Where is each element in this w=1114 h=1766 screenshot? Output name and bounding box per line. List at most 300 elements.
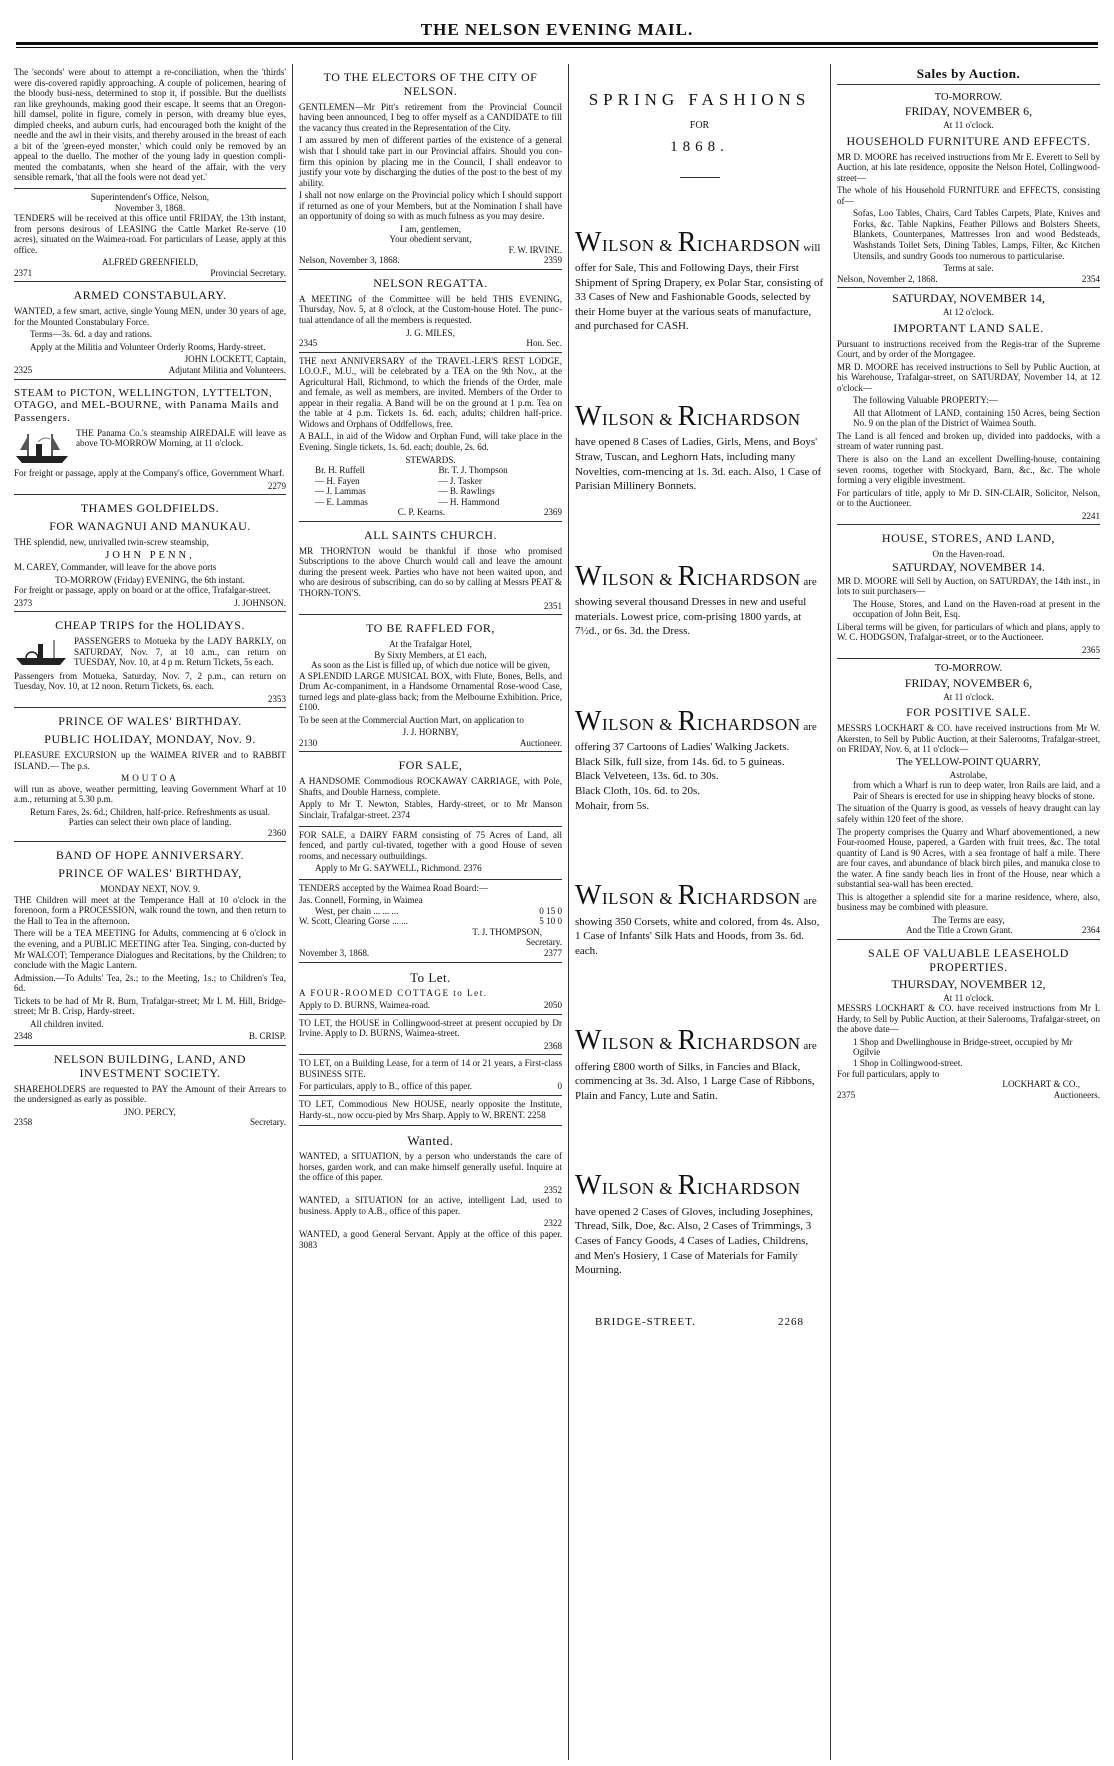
forsale-body: A HANDSOME Commodious ROCKAWAY CARRIAGE, with Pole, Shafts, and Double Harness, complete. [299, 776, 562, 797]
thames-signature: J. JOHNSON. [234, 597, 286, 608]
firm-initial: W [575, 1170, 602, 1202]
lodge-body-2: A BALL, in aid of the Widow and Orphan Fund, will take place in the Evening. Single tickets, 1s. 6d. each; double, 2s. 6d. [299, 431, 562, 453]
tenders-row [299, 916, 562, 927]
wanted-heading: Wanted. [407, 1133, 454, 1149]
auction-when: TO-MORROW. [934, 92, 1003, 104]
tolet-house-ad [299, 1015, 562, 1056]
wr-ad-1-text: will offer for Sale, This and Following Days, their First Shipment of Spring Drapery, ex Polar Star, consisting of 33 Cases of New and Fashionable Goods, selected by their Home buyer at the various seats of manufacture, and purchased for CASH. [575, 241, 824, 333]
wanted-2: WANTED, a SITUATION for an active, intelligent Lad, used to business. Apply to A.B., office of this paper. [299, 1195, 562, 1216]
ad-number: 0 [557, 1081, 562, 1092]
tenders-item: West, per chain ... ... ... [315, 905, 399, 916]
divider [680, 177, 720, 178]
firm-initial: R [677, 401, 697, 433]
masthead-rule [16, 42, 1098, 45]
auction-leasehold [837, 940, 1100, 1103]
auction-time: At 11 o'clock. [943, 992, 994, 1003]
electors-body-2: I am assured by men of different parties of the existence of a general wish that I should take part in our Provincial affairs. Should you con-firm this opinion by placing me in the Council, I shall endeavor to justify your vote by discharging the duties of the post to the best of my ability. [299, 135, 562, 188]
all-saints-ad [299, 522, 562, 615]
armed-footer [14, 365, 286, 376]
dairy-body: FOR SALE, a DAIRY FARM consisting of 75 Acres of Land, all fenced, and partly cul-tivated, together with a good House of seven rooms, and necessary outbuildings. [299, 829, 562, 861]
lodge-ad [299, 353, 562, 522]
prince-body: PLEASURE EXCURSION up the WAIMEA RIVER and to RABBIT ISLAND.— The p.s. [14, 750, 286, 771]
column-3 [568, 64, 830, 1760]
hope-body-2: There will be a TEA MEETING for Adults, commencing at 6 o'clock in the evening, and a PUBLIC MEETING after Tea. Singing, con-ducted by Mr WALCOT; Temperance Dialogues and Recitations, by the Children; to conclude with the Magic Lantern. [14, 928, 286, 971]
masthead-rule-thin [16, 47, 1098, 48]
stewards-heading: STEWARDS. [405, 454, 456, 465]
steward: — B. Rawlings [438, 486, 495, 497]
auction-body-3: Liberal terms will be given, for particulars of which and plans, apply to W. C. HODGSON, Trafalgar-street, or to the Auctioneer. [837, 621, 1100, 643]
electors-close-2: Your obedient servant, [389, 234, 472, 245]
ad-number: 2351 [543, 600, 562, 611]
ad-number: 2279 [267, 480, 286, 491]
firm-part: ILSON & [601, 235, 673, 255]
firm-initial: W [575, 880, 602, 912]
ad-number: 2322 [543, 1218, 562, 1229]
raffle-body-2: To be seen at the Commercial Auction Mart, on application to [299, 714, 524, 725]
tenders-body: TENDERS accepted by the Waimea Road Board:— [299, 882, 489, 893]
auction-body-2: from which a Wharf is run to deep water, Iron Rails are laid, and a Pair of Shears is erected for use in shipping heavy blocks of stone. [853, 780, 1100, 801]
steward: C. P. Kearns. [397, 507, 446, 518]
ad-number: 3083 [299, 1239, 318, 1250]
raffle-signature: J. J. HORNBY, [402, 727, 459, 738]
wr-ad-6-text: are offering £800 worth of Silks, in Fancies and Black, commencing at 3s. 3d. Also, 1 Large Case of Ribbons, Plain and Fancy, Lute and Satin. [575, 1040, 817, 1102]
prince-body-2: will run as above, weather permitting, leaving Government Wharf at 10 a.m., returning at 5.30 p.m. [14, 783, 286, 805]
thames-apply: For freight or passage, apply on board or at the office, Trafalgar-street. [14, 585, 271, 596]
auction-heading: HOUSEHOLD FURNITURE AND EFFECTS. [846, 133, 1091, 148]
raffle-ad [299, 615, 562, 752]
auction-body-6: There is also on the Land an excellent Dwelling-house, containing seven rooms, together with Stockyard, Barn, &c., &c. The whole forming a very eligible investment. [837, 454, 1100, 486]
steward: — H. Fayen [315, 475, 360, 486]
auction-notice-date: Nelson, November 2, 1868. [837, 273, 938, 284]
ad-number: 2130 [299, 737, 318, 748]
wilson-richardson-ad-3 [575, 532, 824, 677]
ad-number: 2241 [1081, 510, 1100, 521]
road-board-tenders-ad [299, 880, 562, 963]
armed-apply: Apply at the Militia and Volunteer Orderly Rooms, Hardy-street. [30, 341, 266, 352]
firm-initial: R [677, 880, 697, 912]
electors-body-3: I shall not now enlarge on the Provincial policy which I should support if returned as one of your Members, but at the Nomination I shall have an opportunity of doing so with as much fulness as you may desire. [299, 190, 562, 222]
steamship-icon [14, 430, 70, 469]
wanted-1: WANTED, a SITUATION, by a person who understands the care of horses, garden work, and can make himself generally useful. Inquire at the office of this paper. [299, 1151, 562, 1183]
building-society-ad [14, 1046, 286, 1131]
building-body: SHAREHOLDERS are requested to PAY the Amount of their Arrears to the undersigned as early as possible. [14, 1083, 286, 1105]
tenders-amount: 5 10 0 [539, 916, 562, 927]
wilson-richardson-ad-4 [575, 677, 824, 851]
building-title: Secretary. [249, 1117, 286, 1128]
hope-heading: BAND OF HOPE ANNIVERSARY. [55, 848, 245, 863]
regatta-title: Hon. Sec. [526, 338, 562, 349]
auction-body-3: The following Valuable PROPERTY:— [853, 395, 998, 406]
firm-name [575, 1170, 801, 1202]
firm-initial: R [677, 560, 697, 592]
columns [8, 64, 1106, 1760]
auction-footer [837, 274, 1100, 285]
forsale-apply: Apply to Mr T. Newton, Stables, Hardy-street, or to Mr Manson Sinclair, Trafalgar-street. [299, 799, 562, 820]
auction-body-2: The whole of his Household FURNITURE and EFFECTS, consisting of— [837, 185, 1100, 206]
ad-number: 2050 [543, 1000, 562, 1011]
auction-body-7: For particulars of title, apply to Mr D. SIN-CLAIR, Solicitor, Nelson, or to the Auctioneer. [837, 487, 1100, 509]
sales-by-auction-heading: Sales by Auction. [837, 66, 1100, 85]
firm-name [575, 705, 801, 737]
tolet-lease-footer [299, 1081, 562, 1092]
building-heading: NELSON BUILDING, LAND, AND INVESTMENT SOCIETY. [54, 1051, 246, 1080]
auction-body: MESSRS LOCKHART & CO. have received instructions from Mr I. Hardy, to Sell by Public Auction, at their Salerooms, Trafalgar-street, on the above date— [837, 1003, 1100, 1035]
tolet-new-line [299, 1099, 562, 1120]
wanted-3-line [299, 1229, 562, 1250]
auction-quarry [837, 659, 1100, 940]
ad-number: 2348 [14, 1031, 33, 1042]
auction-terms: The Terms are easy, [932, 914, 1005, 925]
cheap-body-2: Passengers from Motueka, Saturday, Nov. 7, 2 p.m., can return on Tuesday, Nov. 10, at 12 noon. Return Tickets, 6s. each. [14, 670, 286, 692]
dairy-apply: Apply to Mr G. SAYWELL, Richmond. [315, 863, 462, 874]
column-4 [830, 64, 1106, 1760]
hope-footer [14, 1031, 286, 1042]
firm-part: ICHARDSON [696, 235, 801, 255]
firm-initial: W [575, 226, 602, 258]
stewards-right [439, 465, 563, 507]
auction-body: MESSRS LOCKHART & CO. have received instructions from Mr W. Akersten, to Sell by Public Auction, at their Salerooms, Trafalgar-street, on FRIDAY, Nov. 6, at 11 o'clock— [837, 723, 1100, 755]
prince-landing: Parties can select their own place of landing. [68, 817, 232, 828]
for-label: FOR [689, 119, 710, 131]
firm-initial: W [575, 560, 602, 592]
masthead: THE NELSON EVENING MAIL. [420, 20, 694, 39]
firm-part: ICHARDSON [696, 1179, 801, 1199]
wilson-richardson-ad-6 [575, 996, 824, 1141]
steward: — J. Lammas [315, 486, 366, 497]
auction-heading: HOUSE, STORES, AND LAND, [881, 531, 1056, 546]
auction-heading: IMPORTANT LAND SALE. [893, 320, 1044, 335]
ad-number: 2354 [1081, 273, 1100, 284]
auction-body-3: The situation of the Quarry is good, as vessels of heavy draught can lay safely within 120 feet of the shore. [837, 803, 1100, 824]
tolet-lease-apply: For particulars, apply to B., office of this paper. [299, 1081, 473, 1092]
wilson-richardson-ad-7 [575, 1141, 824, 1315]
wilson-richardson-ad-1 [575, 198, 824, 372]
prince-heading: PRINCE OF WALES' BIRTHDAY. [58, 714, 242, 729]
auction-terms-2: And the Title a Crown Grant. [906, 925, 1013, 936]
steam-heading: STEAM to PICTON, WELLINGTON, LYTTELTON, OTAGO, and MEL-BOURNE, with Panama Mails and Passengers. [14, 386, 279, 425]
cheap-trips-ad [14, 612, 286, 708]
to-let-section [299, 963, 562, 1015]
hope-body: THE Children will meet at the Temperance Hall at 10 o'clock in the forenoon, form a PROCESSION, walk round the town, and then return to the Hall to Tea in the afternoon. [14, 894, 286, 926]
prince-subheading: PUBLIC HOLIDAY, MONDAY, Nov. 9. [44, 732, 256, 747]
paddle-steamer-icon [14, 638, 68, 671]
auction-body: MR D. MOORE has received instructions from Mr E. Everett to Sell by Auction, at his late residence, opposite the Nelson Hotel, Collingwood-street— [837, 151, 1100, 183]
auction-house-stores [837, 525, 1100, 659]
saints-body: MR THORNTON would be thankful if those who promised Subscriptions to the above Church would call and leave the amount during the present week. Parties who have not been waited upon, and who are desirous of subscribing, can do so by calling at Messrs PEAT & THORN-TON'S. [299, 545, 563, 598]
electors-date: Nelson, November 3, 1868. [299, 255, 400, 266]
thames-heading: THAMES GOLDFIELDS. [80, 501, 220, 516]
ad-number: 2377 [543, 947, 562, 958]
auction-body: Pursuant to instructions received from the Regis-trar of the Supreme Court, and by order of the Mortgagee. [837, 338, 1100, 360]
column-2 [292, 64, 568, 1760]
ad-number: 2360 [267, 827, 286, 838]
tolet-cottage: A FOUR-ROOMED COTTAGE to Let. [299, 987, 488, 998]
prince-fares: Return Fares, 2s. 6d.; Children, half-price. Refreshments as usual. [30, 806, 270, 817]
auction-footer [837, 925, 1100, 936]
firm-part: ILSON & [601, 1179, 673, 1199]
auction-body-4: All that Allotment of LAND, containing 150 Acres, being Section No. 9 on the plan of the District of Waimea South. [853, 407, 1100, 429]
dairy-farm-ad [299, 827, 562, 880]
wr-ad-4-line: Mohair, from 5s. [575, 799, 650, 812]
prince-wales-ad [14, 708, 286, 842]
wr-ad-4-line: Black Velveteen, 13s. 6d. to 30s. [575, 770, 719, 783]
ad-number: 2364 [1081, 925, 1100, 936]
armed-terms: Terms—3s. 6d. a day and rations. [30, 329, 153, 340]
firm-part: ILSON & [601, 410, 673, 430]
auction-heading: FOR POSITIVE SALE. [906, 705, 1031, 720]
electors-signature: F. W. IRVINE. [508, 244, 562, 255]
firm-part: ICHARDSON [696, 1034, 801, 1054]
firm-name [575, 226, 801, 258]
ad-number: 2369 [543, 507, 562, 518]
thames-body-2: M. CAREY, Commander, will leave for the above ports [14, 562, 217, 572]
tenders-line: Jas. Connell, Forming, in Waimea [299, 895, 423, 906]
armed-title: Adjutant Militia and Volunteers. [168, 365, 286, 376]
steward: — E. Lammas [315, 496, 368, 507]
firm-name [575, 1025, 801, 1057]
hope-subheading: PRINCE OF WALES' BIRTHDAY, [58, 866, 242, 881]
firm-initial: W [575, 1025, 602, 1057]
steward: Br. T. J. Thompson [438, 465, 508, 476]
ad-number: 2376 [463, 863, 482, 874]
lodge-body: THE next ANNIVERSARY of the TRAVEL-LER'S REST LODGE, I.O.O.F., M.U., will be celebrated by a TEA on the 9th Nov., at the Agricultural Hall, Richmond, to which the friends of the Order, male and female, as well as members, are invited. Members of the Order to appear in their regalia. A Band will be on the ground at 1 p.m. Tea on the table at 4 p.m. Tickets 1s. 6d. each, adults; children half-price. Widows and Orphans of Oddfellows, free. [299, 355, 562, 429]
ad-number: 2371 [14, 267, 33, 278]
tolet-heading: To Let. [410, 969, 451, 985]
hope-signature: B. CRISP. [248, 1031, 286, 1042]
auction-signature: LOCKHART & CO., [1002, 1079, 1080, 1090]
auction-date: THURSDAY, NOVEMBER 12, [891, 976, 1046, 991]
hope-date: MONDAY NEXT, NOV. 9. [99, 884, 201, 895]
ad-number: 2345 [299, 338, 318, 349]
raffle-title: Auctioneer. [519, 737, 562, 748]
stewards-list [299, 465, 562, 507]
tender-footer [14, 268, 286, 279]
tolet-house: TO LET, the HOUSE in Collingwood-street at present occupied by Dr Irvine. Apply to D. BURNS, Waimea-street. [299, 1017, 562, 1039]
tender-body: TENDERS will be received at this office until FRIDAY, the 13th instant, from persons desirous of LEASING the Cattle Market Re-serve (10 acres), situated on the Waimea-road. For particulars of Lease, apply at this office. [14, 213, 286, 255]
auction-body-5: This is altogether a splendid site for a marine residence, where, also, business may be combined with pleasure. [837, 891, 1100, 913]
armed-body: WANTED, a few smart, active, single Young MEN, under 30 years of age, for the Mounted Constabulary Force. [14, 306, 286, 327]
wilson-richardson-ad-5 [575, 851, 824, 996]
thames-body: THE splendid, new, unrivalled twin-screw steamship, [14, 537, 209, 548]
regatta-body: A MEETING of the Committee will be held THIS EVENING, Thursday, Nov. 5, at 8 o'clock, at the Custom-house Hotel. The punc-tual attendance of all the members is requested. [299, 293, 562, 326]
firm-initial: R [677, 1170, 697, 1202]
auction-body-5: The Land is all fenced and broken up, divided into paddocks, with a stream of water running past. [837, 430, 1100, 452]
wanted-3: WANTED, a good General Servant. Apply at the office of this paper. [299, 1228, 562, 1239]
firm-part: ICHARDSON [696, 569, 801, 589]
auction-body-2: The House, Stores, and Land on the Haven-road at present in the occupation of John Beit, Esq. [853, 598, 1100, 620]
thames-footer [14, 598, 286, 609]
bridge-street-footer [575, 1316, 824, 1329]
ad-number: 2358 [14, 1117, 33, 1128]
firm-initial: W [575, 705, 602, 737]
regatta-signature: J. G. MILES, [406, 327, 455, 338]
wr-ad-2-text: have opened 8 Cases of Ladies, Girls, Mens, and Boys' Straw, Tuscan, and Leghorn Hats, including many Novelties, com-mencing at 1s. 3d. each. Also, 1 Case of Parisian Millinery Bonnets. [575, 436, 822, 493]
ad-number: 2375 [837, 1089, 856, 1100]
auction-land-sale [837, 288, 1100, 525]
column-1 [8, 64, 292, 1760]
cheap-heading: CHEAP TRIPS for the HOLIDAYS. [55, 618, 245, 633]
wanted-section [299, 1126, 562, 1255]
steward: — H. Hammond [438, 496, 500, 507]
auction-when: TO-MORROW. [934, 663, 1003, 675]
steam-apply: For freight or passage, apply at the Company's office, Government Wharf. [14, 468, 285, 479]
raffle-footer [299, 738, 562, 749]
wr-ad-3-text: are showing several thousand Dresses in new and useful materials. Lowest price, com-prising 1800 yards, at 7½d., or 6s. 3d. the Dress. [575, 575, 817, 638]
steam-picton-ad [14, 380, 286, 496]
tenders-row [299, 906, 562, 917]
steward: Br. H. Ruffell [315, 465, 365, 476]
tender-office: Superintendent's Office, Nelson, [90, 192, 210, 203]
tenders-date: November 3, 1868. [299, 947, 370, 958]
auction-title: Auctioneers. [1053, 1089, 1100, 1100]
story-text: The 'seconds' were about to attempt a re-conciliation, when the 'thirds' were dis-covered rapidly approaching. A couple of policemen, hearing of the bloody busi-ness, determined to stop it, if possible. But the duellists ran like greyhounds, making good their escape. It seems that an Oregon-hill damsel, polite in figure, comely in person, with dreamy blue eyes, dimpled cheeks, and auburn curls, had encouraged both the knight of the needle and the awl in their visits, and thereby aroused in the breast of each a bit of the 'green-eyed monster,' which could only be removed by an appeal to the duello. The mother of the young lady in question compli-mented the combatants, when she heard of the affair, with the very sensible remark, 'that all the fools were not dead yet.' [14, 67, 286, 183]
band-of-hope-ad [14, 842, 286, 1045]
firm-name [575, 880, 801, 912]
wr-ad-4-line: Black Cloth, 10s. 6d. to 20s. [575, 785, 700, 798]
ad-number: 2325 [14, 365, 33, 376]
wr-ad-5-text: are showing 350 Corsets, white and colored, from 4s. Also, 1 Case of Infants' Silk Hats and Hoods, from 3s. 6d. each. [575, 895, 820, 957]
electors-body: GENTLEMEN—Mr Pitt's retirement from the Provincial Council having been announced, I beg to offer myself as a CANDIDATE to fill the vacancy thus created in the Representation of the City. [299, 101, 562, 133]
for-sale-ad [299, 752, 562, 826]
tolet-cottage-footer [299, 1000, 562, 1011]
tender-date: November 3, 1868. [114, 202, 186, 213]
firm-initial: W [575, 401, 602, 433]
ad-number: 2352 [543, 1184, 562, 1195]
tender-title: Provincial Secretary. [210, 267, 286, 278]
firm-initial: R [677, 705, 697, 737]
building-signature: JNO. PERCY, [124, 1106, 176, 1117]
ad-number: 2353 [267, 693, 286, 704]
spring-fashions-heading: SPRING FASHIONS [588, 90, 811, 109]
tolet-lease-ad [299, 1055, 562, 1096]
tenders-title: Secretary. [525, 937, 562, 948]
ad-number: 2268 [778, 1315, 804, 1328]
raffle-heading: TO BE RAFFLED FOR, [366, 621, 495, 636]
dairy-apply-line [299, 863, 562, 874]
auction-time: At 11 o'clock. [943, 120, 994, 131]
firm-part: ICHARDSON [696, 410, 801, 430]
ad-number: 2368 [543, 1040, 562, 1051]
tender-notice [14, 189, 286, 282]
thames-goldfields-ad [14, 495, 286, 612]
firm-part: ILSON & [601, 714, 673, 734]
property-item: 1 Shop in Collingwood-street. [853, 1058, 963, 1069]
tolet-lease: TO LET, on a Building Lease, for a term of 14 or 21 years, a First-class BUSINESS SITE. [299, 1058, 562, 1079]
cheap-body: PASSENGERS to Motueka by the LADY BARKLY, on SATURDAY, Nov. 7, at 10 a.m., can return on TUESDAY, Nov. 10, at 4 p m. Return Tickets, 5s each. [74, 636, 286, 668]
ad-number: 2374 [391, 809, 411, 820]
firm-initial: R [677, 226, 697, 258]
armed-heading: ARMED CONSTABULARY. [73, 288, 227, 303]
tolet-new: TO LET, Commodious New HOUSE, nearly opposite the Institute, Hardy-st., now occu-pied by Mrs Sharp. Apply to W. BRENT. [299, 1098, 562, 1120]
duel-story [14, 64, 286, 189]
auction-list: Sofas, Loo Tables, Chairs, Card Tables Carpets, Plate, Knives and Forks, &c. Table Napkins, Feather Pillows and Bolsters Sheets, Blankets, Counterpanes, Mattresses Iron and wood Bedsteads, Washstands Toilet Sets, Dining Tables, Lamps, Filter, &c Kitchen Utensils, and sundry Goods too numerous to particularise. [853, 208, 1100, 261]
tenders-amount: 0 15 0 [539, 905, 562, 916]
wr-ad-4-text: are offering 37 Cartoons of Ladies' Walking Jackets. [575, 720, 817, 754]
ship-name: JOHN PENN, [105, 549, 195, 561]
wr-ad-4-line: Black Silk, full size, from 14s. 6d. to 5 guineas. [575, 755, 785, 768]
firm-part: ILSON & [601, 889, 673, 909]
ship-name: MOUTOA [121, 773, 179, 784]
hope-body-4: Tickets to be had of Mr R. Burn, Trafalgar-street; Mr I. M. Hill, Bridge-street; Mr B. Crisp, Hardy-street. [14, 995, 286, 1017]
forsale-heading: FOR SALE, [398, 758, 463, 773]
raffle-sub-1: At the Trafalgar Hotel, [389, 638, 472, 649]
hope-body-3: Admission.—To Adults' Tea, 2s.; to the Meeting, 1s.; to Children's Tea, 6d. [14, 972, 286, 994]
firm-part: ILSON & [601, 569, 673, 589]
steam-body: THE Panama Co.'s steamship AIREDALE will leave as above TO-MORROW Morning, at 11 o'clock. [76, 427, 286, 449]
raffle-body: A SPLENDID LARGE MUSICAL BOX, with Flute, Bones, Bells, and Drum Ac-companiment, in a Handsome Ornamental Rose-wood Case, turned legs and plate-glass back; from the Melbourne Exhibition. Price, £100. [299, 670, 562, 713]
auction-footer [837, 1090, 1100, 1101]
auction-date: SATURDAY, NOVEMBER 14, [892, 291, 1045, 306]
tenders-item: W. Scott, Clearing Gorse ... ... [299, 916, 409, 927]
auction-apply: For full particulars, apply to [837, 1068, 940, 1079]
steward: — J. Tasker [438, 475, 482, 486]
wilson-richardson-ad-2 [575, 372, 824, 532]
auction-date: SATURDAY, NOVEMBER 14. [892, 559, 1045, 574]
raffle-sub-3: As soon as the List is filled up, of which due notice will be given, [311, 660, 550, 671]
armed-signature: JOHN LOCKETT, Captain, [184, 354, 286, 365]
tenders-signature: T. J. THOMPSON, [472, 926, 542, 937]
firm-name [575, 560, 801, 592]
bridge-street-label: BRIDGE-STREET. [595, 1315, 696, 1328]
thames-subheading: FOR WANAGNUI AND MANUKAU. [49, 519, 251, 534]
armed-constabulary-ad [14, 282, 286, 379]
firm-part: ICHARDSON [696, 714, 801, 734]
auction-terms: Terms at sale. [943, 263, 994, 274]
stewards-left [299, 465, 439, 507]
auction-date: FRIDAY, NOVEMBER 6, [904, 675, 1033, 690]
tenders-footer [299, 948, 562, 959]
auction-body-4: The property comprises the Quarry and Wharf abovementioned, a new Four-roomed House, papered, a Garden with fruit trees, &c. The total quantity of Land is 90 Acres, with a sea frontage of half a mile. There are four caves, and abundance of black birch piles, and manuka close to the water. A fine sandy beach lies in front of the House, near which a substantial sea-wall has been erected. [837, 826, 1100, 890]
saints-heading: ALL SAINTS CHURCH. [364, 527, 497, 542]
firm-initial: R [677, 1025, 697, 1057]
auction-body-2: MR D. MOORE has received instructions to Sell by Public Auction, at his Warehouse, Trafalgar-street, on SATURDAY, November 14, at 12 o'clock— [837, 361, 1100, 393]
firm-part: ICHARDSON [696, 889, 801, 909]
ad-number: 2359 [543, 255, 562, 266]
auction-heading: SALE OF VALUABLE LEASEHOLD PROPERTIES. [868, 946, 1069, 974]
tender-signature: ALFRED GREENFIELD, [102, 257, 198, 268]
tolet-cottage-apply: Apply to D. BURNS, Waimea-road. [299, 1000, 431, 1011]
auction-body: MR D. MOORE will Sell by Auction, on SATURDAY, the 14th inst., in lots to suit purchasers— [837, 575, 1100, 597]
electors-close-1: I am, gentlemen, [399, 223, 462, 234]
lodge-footer [299, 507, 562, 518]
thames-when: TO-MORROW (Friday) EVENING, the 6th instant. [55, 574, 245, 585]
quarry-name: The YELLOW-POINT QUARRY, [896, 756, 1041, 768]
regatta-heading: NELSON REGATTA. [373, 276, 488, 291]
quarry-location: Astrolabe, [949, 769, 988, 780]
auction-date: FRIDAY, NOVEMBER 6, [904, 104, 1033, 119]
regatta-footer [299, 338, 562, 349]
auction-time: At 11 o'clock. [943, 691, 994, 702]
hope-body-5: All children invited. [30, 1018, 104, 1029]
raffle-sub-2: By Sixty Members, at £1 each, [374, 649, 487, 660]
electors-ad [299, 64, 562, 270]
wr-ad-7-text: have opened 2 Cases of Gloves, including Josephines, Thread, Silk, Doe, &c. Also, 2 Cases of Trimmings, 3 Cases of Fancy Goods, 4 Cases of Ladies, Childrens, and Men's Hosiery, 1 Case of Materials for Family Mourning. [575, 1205, 813, 1277]
auction-time: At 12 o'clock. [943, 307, 994, 318]
regatta-ad [299, 270, 562, 353]
firm-part: ILSON & [601, 1034, 673, 1054]
ad-number: 2258 [527, 1109, 546, 1120]
forsale-apply-line [299, 799, 562, 820]
building-footer [14, 1117, 286, 1128]
ad-number: 2373 [14, 597, 33, 608]
firm-name [575, 401, 801, 433]
auction-furniture [837, 88, 1100, 288]
year-label: 1868. [670, 139, 729, 156]
ad-number: 2365 [1081, 644, 1100, 655]
property-item: 1 Shop and Dwellinghouse in Bridge-street, occupied by Mr Ogilvie [853, 1036, 1073, 1058]
tolet-new-house-ad [299, 1096, 562, 1126]
electors-heading: TO THE ELECTORS OF THE CITY OF NELSON. [323, 70, 538, 98]
